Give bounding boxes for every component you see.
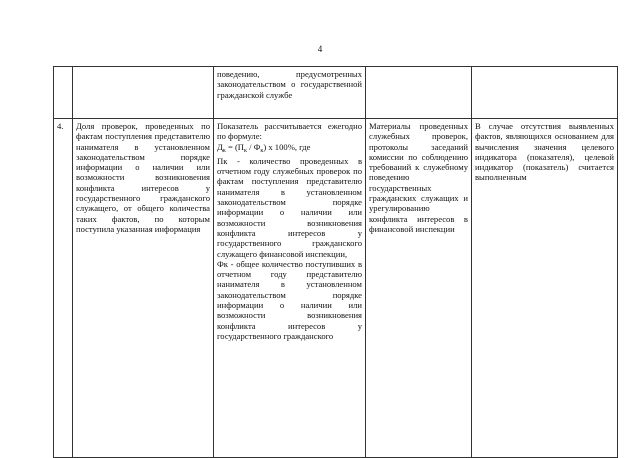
indicator-name: Доля проверок, проведенных по фактам поступления представителю нанимателя в установленном законодательством порядке информации о наличии или возможности возникновения конфликта интересов у государственного гражданского служащего, от общего количества таких фактов, по которым поступила указанная информация: [73, 119, 214, 458]
fk-definition: Фк - общее количество поступивших в отчетном году представителю нанимателя в установленном законодательством порядке информации о наличии или возможности возникновения конфликта интересов у государственного гражданского: [217, 258, 362, 341]
information-sources: Материалы проведенных служебных проверок, протоколы заседаний комиссии по соблюдению требований к служебному поведению государственных гражданских служащих и урегулированию конфликта интересов в финансовой инспекции: [366, 119, 472, 458]
cell-continuation-text: поведению, предусмотренных законодательством о государственной гражданской службе: [214, 67, 366, 119]
row-number: 4.: [54, 119, 73, 458]
method-intro: Показатель рассчитывается ежегодно по формуле:: [217, 121, 362, 142]
cell-sources-empty: [366, 67, 472, 119]
formula: $Д_к = (П_к / Ф_к)$ х 100%, где: [217, 141, 311, 154]
cell-note-empty: [472, 67, 618, 119]
cell-indicator-empty: [73, 67, 214, 119]
note: В случае отсутствия выявленных фактов, являющихся основанием для вычисления значения целевого индикатора (показателя), целевой индикатор (показатель) считается выполненным: [472, 119, 618, 458]
table-row-continuation: [54, 67, 618, 119]
page-number: 4: [317, 44, 323, 54]
pk-definition: Пк - количество проведенных в отчетном году служебных проверок по фактам поступления представителю нанимателя в установленном законодательством порядке информации о наличии или возможности возникновения конфликта интересов у государственного гражданского служащего финансовой инспекции,: [217, 155, 362, 259]
table-row: [54, 119, 618, 458]
indicators-table: [53, 66, 618, 458]
calculation-method: [214, 119, 366, 458]
cell-num-empty: [54, 67, 73, 119]
